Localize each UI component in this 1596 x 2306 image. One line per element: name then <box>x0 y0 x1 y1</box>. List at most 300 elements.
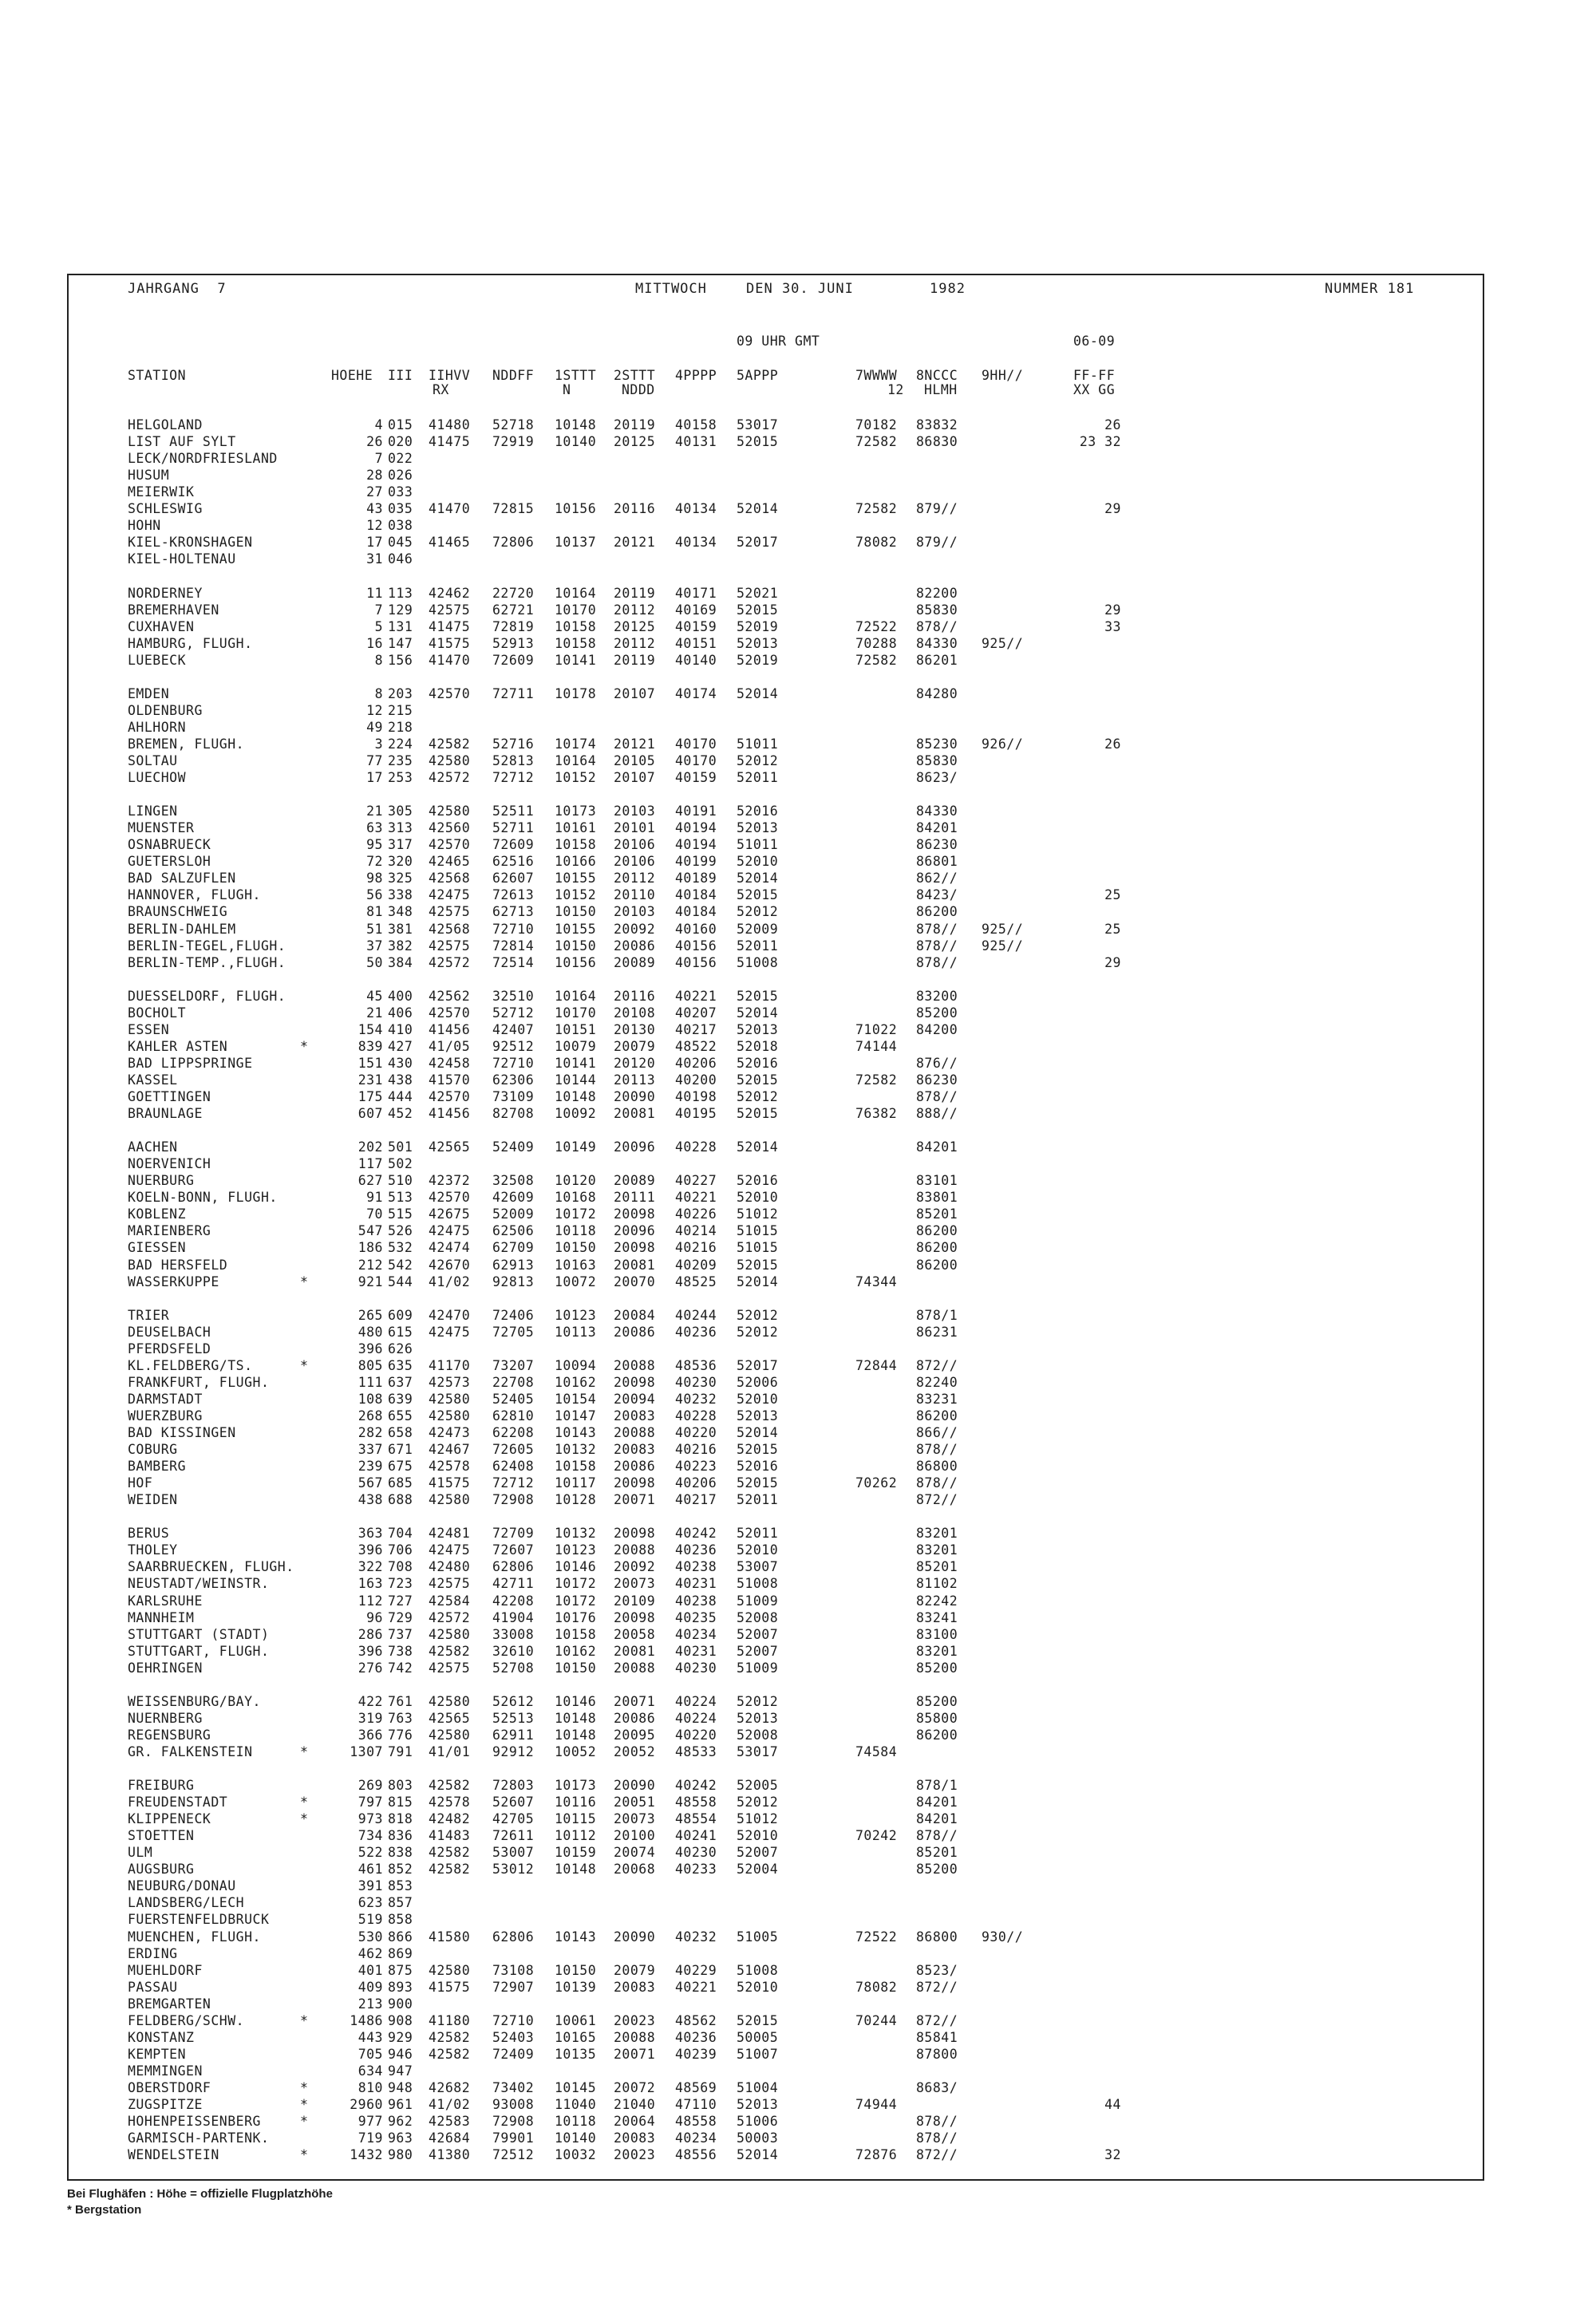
table-row <box>0 434 1596 451</box>
temp-1sttt-value: 10135 <box>555 2046 597 2062</box>
tendency-5appp-value: 52007 <box>737 1626 779 1642</box>
issue-number: NUMMER 181 <box>1325 281 1415 297</box>
nddff-value: 72908 <box>492 2114 535 2130</box>
station-id: 729 <box>388 1609 413 1625</box>
tendency-5appp-value: 52015 <box>737 1257 779 1273</box>
station-height: 50 <box>366 954 383 970</box>
station-name: BREMEN, FLUGH. <box>128 736 245 752</box>
cloud-8nccc-value: 878// <box>916 1828 958 1844</box>
table-row <box>0 1811 1596 1828</box>
pressure-4pppp-value: 48536 <box>675 1357 717 1373</box>
temp-2sttt-value: 20073 <box>614 1576 656 1592</box>
station-id: 900 <box>388 1996 413 2012</box>
station-id: 858 <box>388 1912 413 1928</box>
iihvv-value: 42568 <box>429 921 471 937</box>
tendency-5appp-value: 52016 <box>737 1459 779 1475</box>
station-name: OBERSTDORF <box>128 2080 211 2095</box>
pressure-4pppp-value: 40170 <box>675 736 717 752</box>
table-row <box>0 1240 1596 1257</box>
temp-1sttt-value: 10164 <box>555 585 597 601</box>
station-name: PASSAU <box>128 1979 178 1995</box>
nddff-value: 72705 <box>492 1324 535 1340</box>
table-row <box>0 938 1596 955</box>
station-height: 28 <box>366 468 383 484</box>
table-row <box>0 451 1596 468</box>
temp-2sttt-value: 20098 <box>614 1206 656 1222</box>
station-id: 317 <box>388 837 413 853</box>
pressure-4pppp-value: 47110 <box>675 2097 717 2112</box>
temp-1sttt-value: 10168 <box>555 1190 597 1206</box>
station-id: 869 <box>388 1945 413 1961</box>
station-height: 212 <box>358 1257 383 1273</box>
station-height: 282 <box>358 1425 383 1440</box>
table-row <box>0 1190 1596 1206</box>
station-height: 12 <box>366 702 383 718</box>
gust-ff-value: 44 <box>1104 2097 1121 2112</box>
temp-1sttt-value: 10148 <box>555 1089 597 1104</box>
cloud-8nccc-value: 872// <box>916 1357 958 1373</box>
cloud-8nccc-value: 83100 <box>916 1626 958 1642</box>
cloud-9hh-value: 925// <box>982 938 1024 954</box>
cloud-8nccc-value: 878// <box>916 2114 958 2130</box>
col-station: STATION <box>128 368 187 383</box>
temp-2sttt-value: 20096 <box>614 1223 656 1239</box>
pressure-4pppp-value: 48556 <box>675 2147 717 2163</box>
temp-1sttt-value: 10146 <box>555 1693 597 1709</box>
station-height: 17 <box>366 770 383 785</box>
cloud-8nccc-value: 84280 <box>916 685 958 701</box>
station-height: 37 <box>366 938 383 954</box>
iihvv-value: 42573 <box>429 1374 471 1390</box>
nddff-value: 52403 <box>492 2029 535 2045</box>
nddff-value: 72814 <box>492 938 535 954</box>
iihvv-value: 41/02 <box>429 1273 471 1289</box>
temp-1sttt-value: 10140 <box>555 434 597 449</box>
table-row <box>0 989 1596 1005</box>
table-row <box>0 1660 1596 1677</box>
pressure-4pppp-value: 40241 <box>675 1828 717 1844</box>
tendency-5appp-value: 51012 <box>737 1206 779 1222</box>
tendency-5appp-value: 51015 <box>737 1240 779 1256</box>
temp-2sttt-value: 20120 <box>614 1055 656 1071</box>
pressure-4pppp-value: 40228 <box>675 1139 717 1155</box>
table-row <box>0 1526 1596 1542</box>
station-name: LECK/NORDFRIESLAND <box>128 451 278 467</box>
tendency-5appp-value: 51008 <box>737 1576 779 1592</box>
station-name: THOLEY <box>128 1542 178 1558</box>
station-id: 857 <box>388 1895 413 1911</box>
station-id: 338 <box>388 887 413 903</box>
nddff-value: 33008 <box>492 1626 535 1642</box>
tendency-5appp-value: 52016 <box>737 1173 779 1189</box>
nddff-value: 72607 <box>492 1542 535 1558</box>
pressure-4pppp-value: 40230 <box>675 1845 717 1861</box>
temp-2sttt-value: 20023 <box>614 2147 656 2163</box>
pressure-4pppp-value: 40140 <box>675 652 717 668</box>
cloud-8nccc-value: 86801 <box>916 854 958 870</box>
pressure-4pppp-value: 40227 <box>675 1173 717 1189</box>
pressure-4pppp-value: 40238 <box>675 1593 717 1609</box>
station-name: SAARBRUECKEN, FLUGH. <box>128 1559 294 1575</box>
station-id: 045 <box>388 535 413 551</box>
pressure-4pppp-value: 40207 <box>675 1005 717 1021</box>
iihvv-value: 42467 <box>429 1442 471 1457</box>
station-height: 547 <box>358 1223 383 1239</box>
temp-2sttt-value: 20086 <box>614 1710 656 1726</box>
temp-2sttt-value: 20116 <box>614 501 656 517</box>
table-row <box>0 736 1596 753</box>
table-row <box>0 1425 1596 1442</box>
cloud-8nccc-value: 85201 <box>916 1845 958 1861</box>
temp-2sttt-value: 20090 <box>614 1778 656 1793</box>
station-id: 515 <box>388 1206 413 1222</box>
temp-1sttt-value: 10120 <box>555 1173 597 1189</box>
tendency-5appp-value: 52010 <box>737 1542 779 1558</box>
temp-2sttt-value: 20106 <box>614 854 656 870</box>
pressure-4pppp-value: 40224 <box>675 1710 717 1726</box>
table-row <box>0 1173 1596 1190</box>
nddff-value: 62913 <box>492 1257 535 1273</box>
tendency-5appp-value: 52021 <box>737 585 779 601</box>
pressure-4pppp-value: 48533 <box>675 1743 717 1759</box>
cloud-8nccc-value: 86800 <box>916 1459 958 1475</box>
temp-2sttt-value: 20110 <box>614 887 656 903</box>
temp-1sttt-value: 10155 <box>555 921 597 937</box>
station-id: 305 <box>388 804 413 819</box>
station-name: MANNHEIM <box>128 1609 195 1625</box>
nddff-value: 72406 <box>492 1307 535 1323</box>
temp-1sttt-value: 10164 <box>555 988 597 1004</box>
temp-2sttt-value: 20086 <box>614 1459 656 1475</box>
pressure-4pppp-value: 40171 <box>675 585 717 601</box>
iihvv-value: 41475 <box>429 434 471 449</box>
station-id: 609 <box>388 1307 413 1323</box>
station-name: BOCHOLT <box>128 1005 187 1021</box>
footnote-mountain-station: * Bergstation <box>67 2203 142 2217</box>
station-height: 175 <box>358 1089 383 1104</box>
pressure-4pppp-value: 40234 <box>675 2130 717 2146</box>
station-id: 706 <box>388 1542 413 1558</box>
col-iii: III <box>388 368 413 383</box>
cloud-8nccc-value: 83801 <box>916 1190 958 1206</box>
cloud-8nccc-value: 83241 <box>916 1609 958 1625</box>
temp-2sttt-value: 20083 <box>614 1979 656 1995</box>
station-height: 401 <box>358 1962 383 1978</box>
mountain-station-marker: * <box>300 1811 309 1827</box>
iihvv-value: 42562 <box>429 988 471 1004</box>
iihvv-value: 42575 <box>429 1576 471 1592</box>
nddff-value: 72712 <box>492 770 535 785</box>
pressure-4pppp-value: 40236 <box>675 1324 717 1340</box>
temp-1sttt-value: 10150 <box>555 1962 597 1978</box>
cloud-8nccc-value: 879// <box>916 535 958 551</box>
nddff-value: 62208 <box>492 1425 535 1440</box>
cloud-8nccc-value: 86800 <box>916 1929 958 1945</box>
table-row <box>0 854 1596 871</box>
station-id: 737 <box>388 1626 413 1642</box>
temp-2sttt-value: 20084 <box>614 1307 656 1323</box>
nddff-value: 73109 <box>492 1089 535 1104</box>
pressure-4pppp-value: 40231 <box>675 1643 717 1659</box>
tendency-5appp-value: 52008 <box>737 1727 779 1743</box>
iihvv-value: 41475 <box>429 618 471 634</box>
temp-1sttt-value: 10158 <box>555 1459 597 1475</box>
temp-2sttt-value: 20106 <box>614 837 656 853</box>
station-name: HANNOVER, FLUGH. <box>128 887 261 903</box>
nddff-value: 52813 <box>492 753 535 768</box>
iihvv-value: 42565 <box>429 1710 471 1726</box>
table-row <box>0 1005 1596 1022</box>
tendency-5appp-value: 52011 <box>737 938 779 954</box>
station-height: 186 <box>358 1240 383 1256</box>
nddff-value: 92912 <box>492 1743 535 1759</box>
station-height: 8 <box>374 685 383 701</box>
table-row <box>0 2080 1596 2097</box>
station-id: 224 <box>388 736 413 752</box>
temp-1sttt-value: 10149 <box>555 1139 597 1155</box>
station-id: 020 <box>388 434 413 449</box>
col-pppp4: 4PPPP <box>675 368 717 383</box>
station-id: 908 <box>388 2012 413 2028</box>
temp-2sttt-value: 20089 <box>614 1173 656 1189</box>
station-name: BERLIN-TEGEL,FLUGH. <box>128 938 286 954</box>
table-row <box>0 484 1596 501</box>
iihvv-value: 42575 <box>429 602 471 618</box>
iihvv-value: 42670 <box>429 1257 471 1273</box>
mountain-station-marker: * <box>300 1357 309 1373</box>
table-row <box>0 1341 1596 1358</box>
cloud-8nccc-value: 86201 <box>916 652 958 668</box>
temp-2sttt-value: 20121 <box>614 535 656 551</box>
tendency-5appp-value: 52005 <box>737 1778 779 1793</box>
temp-1sttt-value: 10128 <box>555 1492 597 1508</box>
station-id: 410 <box>388 1021 413 1037</box>
station-height: 43 <box>366 501 383 517</box>
station-id: 532 <box>388 1240 413 1256</box>
iihvv-value: 42578 <box>429 1795 471 1810</box>
station-height: 26 <box>366 434 383 449</box>
weather-7wwww-value: 74584 <box>855 1743 898 1759</box>
station-height: 3 <box>374 736 383 752</box>
mountain-station-marker: * <box>300 2012 309 2028</box>
temp-2sttt-value: 20092 <box>614 1559 656 1575</box>
temp-2sttt-value: 20090 <box>614 1089 656 1104</box>
cloud-9hh-value: 925// <box>982 635 1024 651</box>
station-id: 526 <box>388 1223 413 1239</box>
station-name: GARMISCH-PARTENK. <box>128 2130 270 2146</box>
station-height: 51 <box>366 921 383 937</box>
gust-ff-value: 29 <box>1104 602 1121 618</box>
temp-2sttt-value: 20125 <box>614 434 656 449</box>
table-row <box>0 1828 1596 1845</box>
nddff-value: 72711 <box>492 685 535 701</box>
tendency-5appp-value: 52015 <box>737 1442 779 1457</box>
station-name: GIESSEN <box>128 1240 187 1256</box>
tendency-5appp-value: 53007 <box>737 1559 779 1575</box>
station-id: 038 <box>388 518 413 534</box>
station-height: 623 <box>358 1895 383 1911</box>
temp-1sttt-value: 10156 <box>555 501 597 517</box>
station-id: 961 <box>388 2097 413 2112</box>
station-height: 98 <box>366 871 383 886</box>
weather-7wwww-value: 78082 <box>855 1979 898 1995</box>
station-id: 325 <box>388 871 413 886</box>
station-name: LUEBECK <box>128 652 187 668</box>
station-id: 776 <box>388 1727 413 1743</box>
nddff-value: 72815 <box>492 501 535 517</box>
station-id: 852 <box>388 1862 413 1878</box>
nddff-value: 72806 <box>492 535 535 551</box>
temp-2sttt-value: 20100 <box>614 1828 656 1844</box>
station-height: 63 <box>366 820 383 836</box>
table-row <box>0 1996 1596 2013</box>
tendency-5appp-value: 51011 <box>737 736 779 752</box>
station-id: 946 <box>388 2046 413 2062</box>
cloud-8nccc-value: 8683/ <box>916 2080 958 2095</box>
station-height: 8 <box>374 652 383 668</box>
tendency-5appp-value: 52018 <box>737 1038 779 1054</box>
cloud-8nccc-value: 86200 <box>916 1727 958 1743</box>
cloud-8nccc-value: 85201 <box>916 1206 958 1222</box>
temp-1sttt-value: 10117 <box>555 1475 597 1491</box>
station-height: 77 <box>366 753 383 768</box>
table-row <box>0 2130 1596 2147</box>
temp-1sttt-value: 10162 <box>555 1643 597 1659</box>
station-name: AUGSBURG <box>128 1862 195 1878</box>
nddff-value: 92512 <box>492 1038 535 1054</box>
station-name: AHLHORN <box>128 719 187 735</box>
station-height: 16 <box>366 635 383 651</box>
temp-1sttt-value: 10151 <box>555 1021 597 1037</box>
iihvv-value: 42462 <box>429 585 471 601</box>
station-name: BERUS <box>128 1526 170 1542</box>
station-height: 231 <box>358 1072 383 1088</box>
table-row <box>0 1325 1596 1341</box>
station-id: 866 <box>388 1929 413 1945</box>
iihvv-value: 42565 <box>429 1139 471 1155</box>
iihvv-value: 41470 <box>429 501 471 517</box>
station-id: 815 <box>388 1795 413 1810</box>
temp-1sttt-value: 10115 <box>555 1811 597 1827</box>
cloud-8nccc-value: 8523/ <box>916 1962 958 1978</box>
cloud-8nccc-value: 878/1 <box>916 1307 958 1323</box>
tendency-5appp-value: 52013 <box>737 1408 779 1423</box>
station-id: 046 <box>388 551 413 567</box>
table-row <box>0 1878 1596 1895</box>
pressure-4pppp-value: 40232 <box>675 1391 717 1407</box>
station-height: 17 <box>366 535 383 551</box>
table-row <box>0 770 1596 787</box>
nddff-value: 72609 <box>492 652 535 668</box>
gust-ff-value: 32 <box>1104 2147 1121 2163</box>
station-id: 430 <box>388 1055 413 1071</box>
station-height: 805 <box>358 1357 383 1373</box>
station-id: 685 <box>388 1475 413 1491</box>
iihvv-value: 42580 <box>429 1626 471 1642</box>
nddff-value: 53007 <box>492 1845 535 1861</box>
temp-1sttt-value: 10143 <box>555 1929 597 1945</box>
temp-2sttt-value: 20111 <box>614 1190 656 1206</box>
temp-2sttt-value: 21040 <box>614 2097 656 2112</box>
table-row <box>0 1206 1596 1223</box>
station-id: 113 <box>388 585 413 601</box>
station-name: BRAUNSCHWEIG <box>128 904 228 920</box>
gust-ff-value: 23 32 <box>1079 434 1121 449</box>
tendency-5appp-value: 52007 <box>737 1643 779 1659</box>
tendency-5appp-value: 52014 <box>737 1273 779 1289</box>
station-name: KOBLENZ <box>128 1206 187 1222</box>
iihvv-value: 41456 <box>429 1106 471 1121</box>
nddff-value: 72919 <box>492 434 535 449</box>
station-name: DUESSELDORF, FLUGH. <box>128 988 286 1004</box>
footnote-airports: Bei Flughäfen : Höhe = offizielle Flugplatzhöhe <box>67 2187 333 2201</box>
tendency-5appp-value: 51015 <box>737 1223 779 1239</box>
iihvv-value: 41575 <box>429 1475 471 1491</box>
station-height: 461 <box>358 1862 383 1878</box>
station-name: HOHENPEISSENBERG <box>128 2114 261 2130</box>
temp-1sttt-value: 10148 <box>555 1862 597 1878</box>
table-row <box>0 417 1596 434</box>
temp-2sttt-value: 20052 <box>614 1743 656 1759</box>
nddff-value: 32508 <box>492 1173 535 1189</box>
footnotes <box>67 2186 333 2218</box>
station-height: 363 <box>358 1526 383 1542</box>
station-height: 95 <box>366 837 383 853</box>
cloud-8nccc-value: 85841 <box>916 2029 958 2045</box>
tendency-5appp-value: 52010 <box>737 1828 779 1844</box>
temp-1sttt-value: 10173 <box>555 804 597 819</box>
cloud-8nccc-value: 86200 <box>916 904 958 920</box>
station-id: 501 <box>388 1139 413 1155</box>
temp-2sttt-value: 20109 <box>614 1593 656 1609</box>
station-id: 022 <box>388 451 413 467</box>
pressure-4pppp-value: 40195 <box>675 1106 717 1121</box>
tendency-5appp-value: 52013 <box>737 1710 779 1726</box>
pressure-4pppp-value: 40236 <box>675 1542 717 1558</box>
tendency-5appp-value: 52007 <box>737 1845 779 1861</box>
temp-2sttt-value: 20130 <box>614 1021 656 1037</box>
station-id: 761 <box>388 1693 413 1709</box>
station-height: 21 <box>366 804 383 819</box>
station-name: MUENCHEN, FLUGH. <box>128 1929 261 1945</box>
temp-1sttt-value: 10092 <box>555 1106 597 1121</box>
iihvv-value: 42568 <box>429 871 471 886</box>
station-name: NORDERNEY <box>128 585 203 601</box>
station-name: BRAUNLAGE <box>128 1106 203 1121</box>
pressure-4pppp-value: 40194 <box>675 837 717 853</box>
tendency-5appp-value: 52019 <box>737 618 779 634</box>
nddff-value: 79901 <box>492 2130 535 2146</box>
station-name: FRANKFURT, FLUGH. <box>128 1374 270 1390</box>
cloud-8nccc-value: 86230 <box>916 837 958 853</box>
temp-1sttt-value: 10137 <box>555 535 597 551</box>
temp-2sttt-value: 20023 <box>614 2012 656 2028</box>
temp-2sttt-value: 20073 <box>614 1811 656 1827</box>
iihvv-value: 41470 <box>429 652 471 668</box>
table-row <box>0 1593 1596 1610</box>
nddff-value: 62408 <box>492 1459 535 1475</box>
station-height: 522 <box>358 1845 383 1861</box>
station-height: 719 <box>358 2130 383 2146</box>
weather-7wwww-value: 72522 <box>855 1929 898 1945</box>
station-name: KIEL-HOLTENAU <box>128 551 236 567</box>
temp-2sttt-value: 20112 <box>614 871 656 886</box>
iihvv-value: 42584 <box>429 1593 471 1609</box>
temp-2sttt-value: 20051 <box>614 1795 656 1810</box>
station-id: 675 <box>388 1459 413 1475</box>
station-name: WEIDEN <box>128 1492 178 1508</box>
tendency-5appp-value: 52011 <box>737 1492 779 1508</box>
